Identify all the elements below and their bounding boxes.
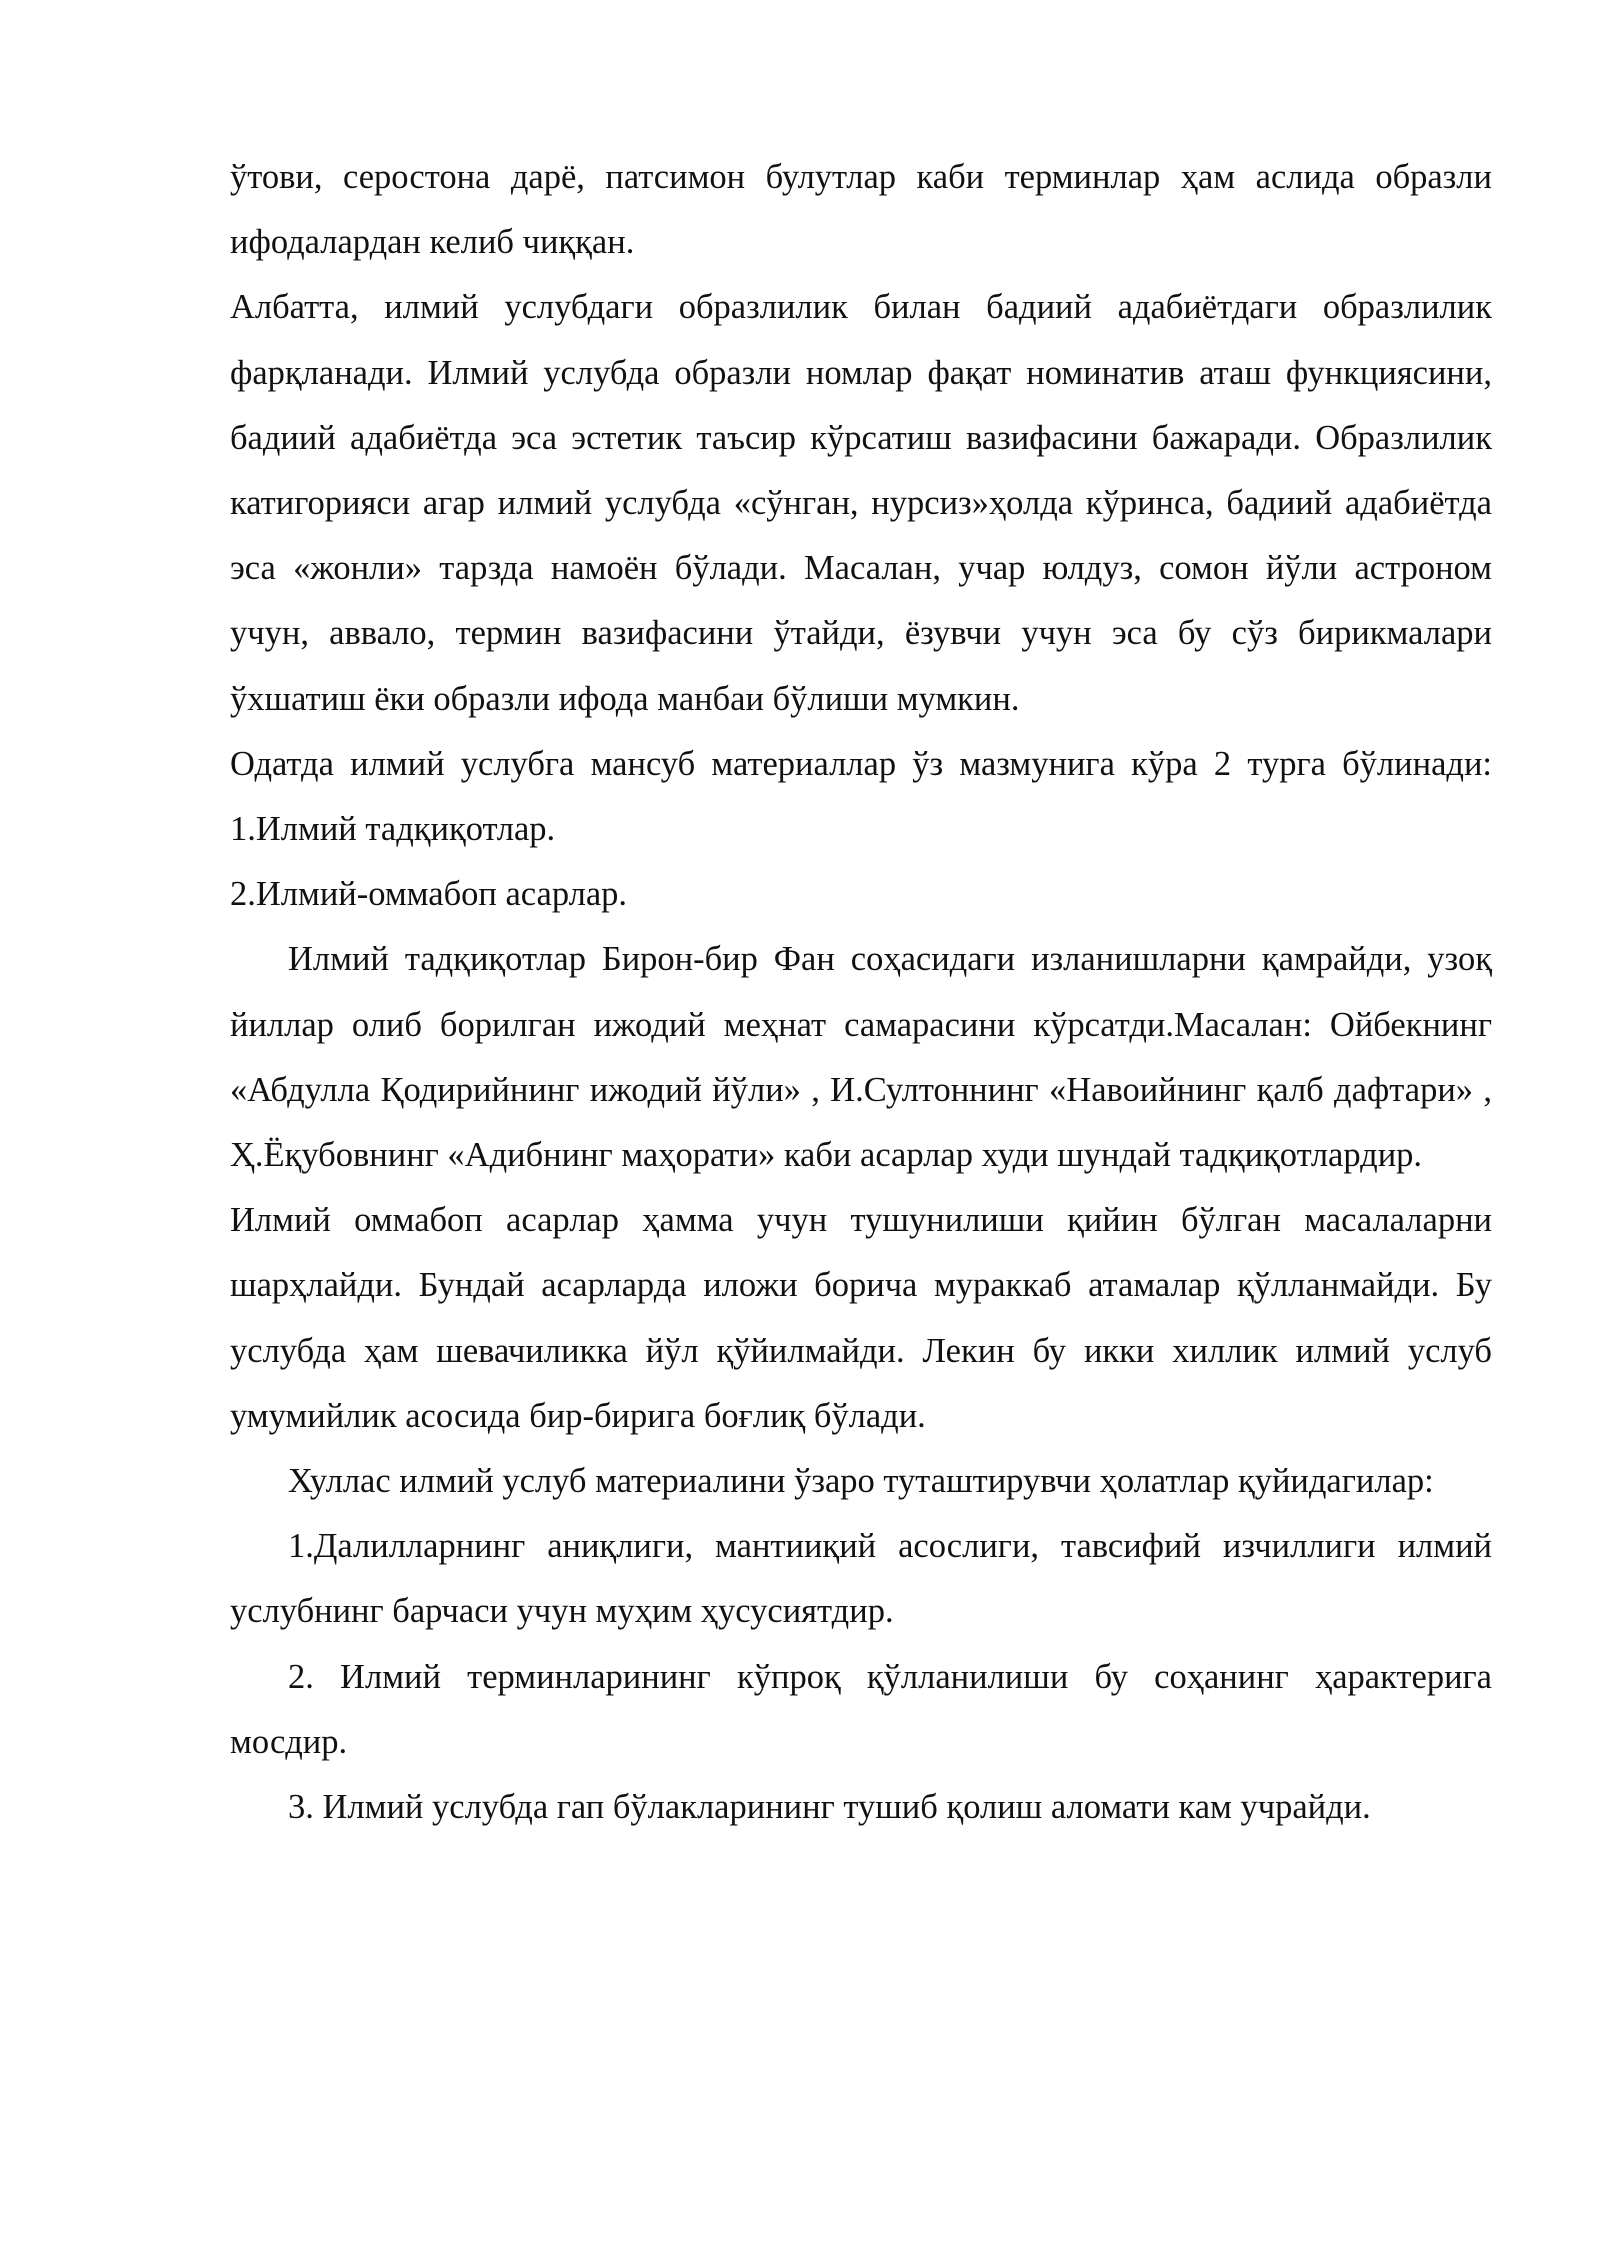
paragraph-3: Одатда илмий услубга мансуб материаллар ўз мазмунига кўра 2 турга бўлинади: 1.Илмий тадқиқотлар. bbox=[230, 744, 1492, 849]
paragraph-1: ўтови, серостона дарё, патсимон булутлар каби терминлар ҳам аслида образли ифодалардан келиб чиққан. bbox=[230, 158, 1492, 262]
paragraph-7: Хуллас илмий услуб материалини ўзаро туташтирувчи ҳолатлар қуйидагилар: bbox=[288, 1462, 1434, 1501]
paragraph-8: 1.Далилларнинг аниқлиги, мантииқий асослиги, тавсифий изчиллиги илмий услубнинг барчаси учун муҳим ҳусусиятдир. bbox=[230, 1527, 1492, 1631]
body-text bbox=[230, 145, 1492, 1840]
paragraph-9: 2. Илмий терминларининг кўпроқ қўлланилиши бу соҳанинг ҳарактерига мосдир. bbox=[230, 1657, 1492, 1761]
paragraph-10: 3. Илмий услубда гап бўлакларининг тушиб қолиш аломати кам учрайди. bbox=[288, 1788, 1371, 1827]
paragraph-4: 2.Илмий-оммабоп асарлар. bbox=[230, 875, 628, 914]
paragraph-6: Илмий оммабоп асарлар ҳамма учун тушунилиши қийин бўлган масалаларни шарҳлайди. Бундай асарларда иложи борича мураккаб атамалар қўлланмайди. Бу услубда ҳам шевачиликка йўл қўйилмайди. Лекин бу икки хиллик илмий услуб умумийлик асосида бир-бирига боғлиқ бўлади. bbox=[230, 1201, 1492, 1435]
paragraph-5: Илмий тадқиқотлар Бирон-бир Фан соҳасидаги изланишларни қамрайди, узоқ йиллар олиб борилган ижодий меҳнат самарасини кўрсатди.Масалан: Ойбекнинг «Абдулла Қодирийнинг ижодий йўли» , И.Султоннинг «Навоийнинг қалб дафтари» , Ҳ.Ёқубовнинг «Адибнинг маҳорати» каби асарлар худи шундай тадқиқотлардир. bbox=[230, 940, 1492, 1175]
paragraph-2: Албатта, илмий услубдаги образлилик билан бадиий адабиётдаги образлилик фарқланади. Илмий услубда образли номлар фақат номинатив аташ функциясини, бадиий адабиётда эса эстетик таъсир кўрсатиш вазифасини бажаради. Образлилик катигорияси агар илмий услубда «сўнган, нурсиз»ҳолда кўринса, бадиий адабиётда эса «жонли» тарзда намоён бўлади. Масалан, учар юлдуз, сомон йўли астроном учун, аввало, термин вазифасини ўтайди, ёзувчи учун эса бу сўз бирикмалари ўхшатиш ёки образли ифода манбаи бўлиши мумкин. bbox=[230, 288, 1492, 718]
